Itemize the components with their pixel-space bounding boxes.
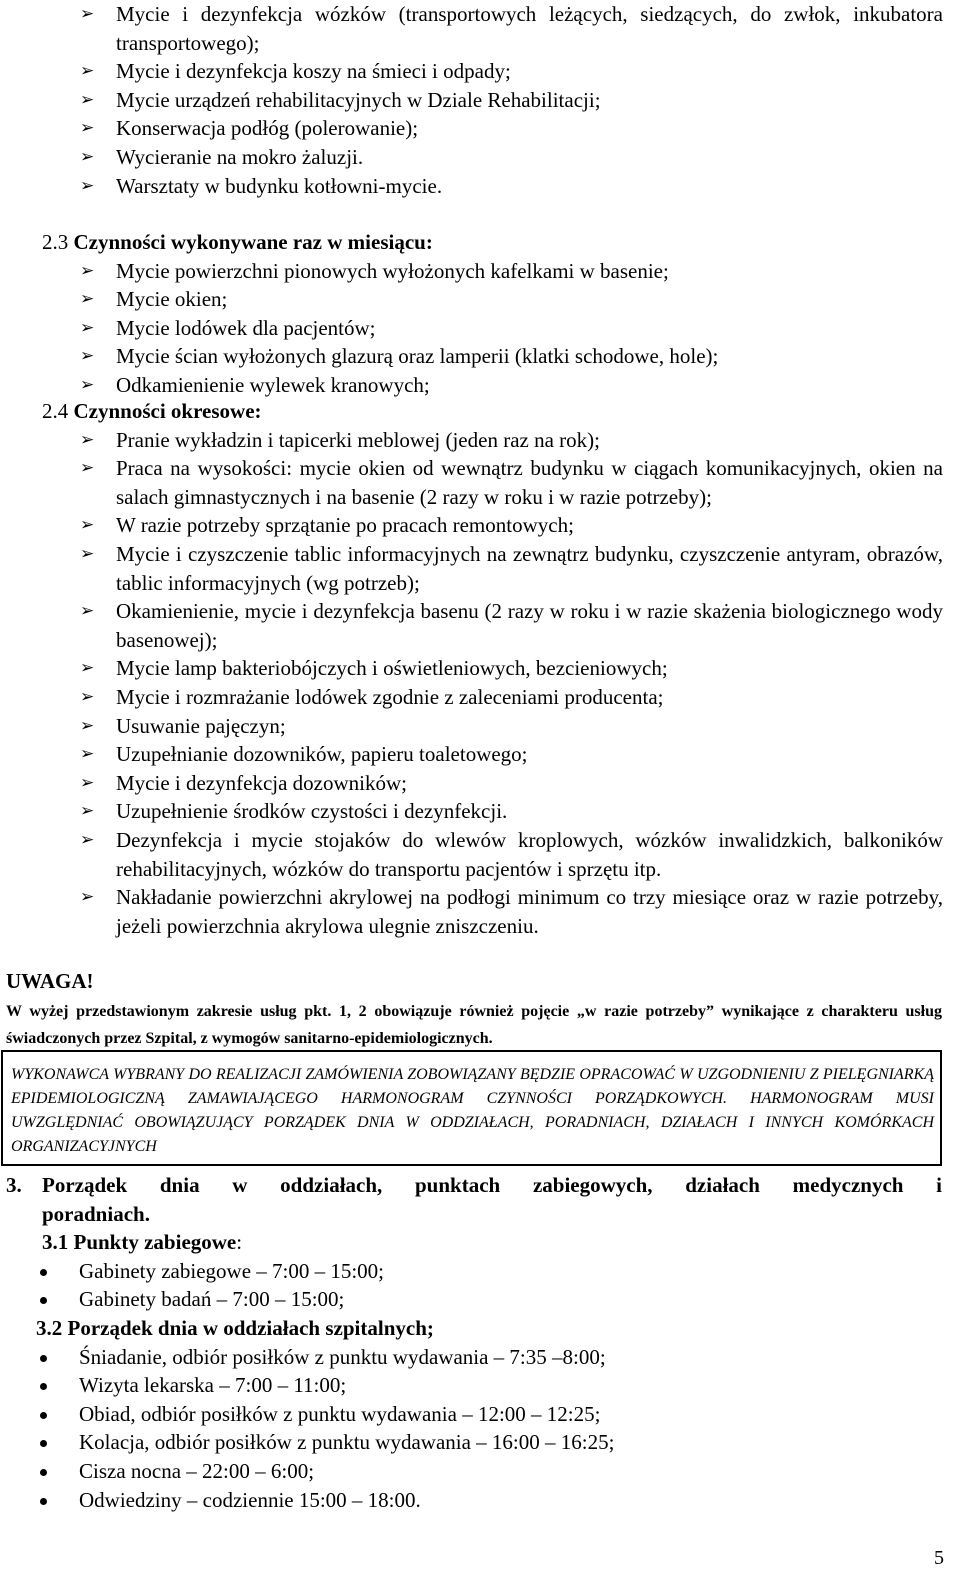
arrow-bullet-icon: ➢ <box>80 89 95 110</box>
list-item: ➢ Usuwanie pajęczyn; <box>0 712 960 741</box>
arrow-bullet-icon: ➢ <box>80 175 95 196</box>
list-item: ➢ Konserwacja podłóg (polerowanie); <box>0 114 960 143</box>
list-item: ➢ W razie potrzeby sprzątanie po pracach remontowych; <box>0 511 960 540</box>
section-heading: 3.1 Punkty zabiegowe: <box>42 1230 243 1254</box>
dot-bullet-icon <box>40 1269 47 1276</box>
arrow-bullet-icon: ➢ <box>80 543 95 564</box>
dot-bullet-icon <box>40 1297 47 1304</box>
task-list <box>0 426 960 941</box>
dot-bullet-icon <box>40 1412 47 1419</box>
list-item: ➢ Uzupełnianie dozowników, papieru toaletowego; <box>0 740 960 769</box>
arrow-bullet-icon: ➢ <box>80 686 95 707</box>
list-item: ➢ Wycieranie na mokro żaluzji. <box>0 143 960 172</box>
section-heading: 3.2 Porządek dnia w oddziałach szpitalnych; <box>36 1316 434 1340</box>
arrow-bullet-icon: ➢ <box>80 829 95 850</box>
arrow-bullet-icon: ➢ <box>80 715 95 736</box>
warning-label: UWAGA! <box>6 969 94 993</box>
section-monthly <box>0 228 960 400</box>
list-item: ➢ Uzupełnienie środków czystości i dezynfekcji. <box>0 797 960 826</box>
arrow-bullet-icon: ➢ <box>80 458 95 479</box>
arrow-bullet-icon: ➢ <box>80 61 95 82</box>
dot-bullet-icon <box>40 1469 47 1476</box>
arrow-bullet-icon: ➢ <box>80 4 95 24</box>
list-item: Gabinety badań – 7:00 – 15:00; <box>0 1285 960 1314</box>
arrow-bullet-icon: ➢ <box>80 317 95 338</box>
arrow-bullet-icon: ➢ <box>80 772 95 793</box>
contractor-notice-text: WYKONAWCA WYBRANY DO REALIZACJI ZAMÓWIENIA ZOBOWIĄZANY BĘDZIE OPRACOWAĆ W UZGODNIENIU Z PIELĘGNIARKĄ EPIDEMIOLOGICZNĄ ZAMAWIAJĄCEGO HARMONOGRAM CZYNNOŚCI PORZĄDKOWYCH. HARMONOGRAM MUSI UWZGLĘDNIAĆ OBOWIĄZUJĄCY PORZĄDEK DNIA W ODDZIAŁACH, PORADNIACH, DZIAŁACH I INNYCH KOMÓRKACH ORGANIZACYJNYCH <box>11 1066 934 1155</box>
section-ward-schedule <box>0 1314 960 1514</box>
arrow-bullet-icon: ➢ <box>80 515 95 536</box>
arrow-bullet-icon: ➢ <box>80 146 95 167</box>
arrow-bullet-icon: ➢ <box>80 801 95 822</box>
arrow-bullet-icon: ➢ <box>80 346 95 367</box>
list-item: ➢ Mycie lodówek dla pacjentów; <box>0 314 960 343</box>
arrow-bullet-icon: ➢ <box>80 260 95 281</box>
arrow-bullet-icon: ➢ <box>80 374 95 395</box>
list-item: Cisza nocna – 22:00 – 6:00; <box>0 1457 960 1486</box>
list-item: Gabinety zabiegowe – 7:00 – 15:00; <box>0 1257 960 1286</box>
section-treatment-points <box>0 1228 960 1314</box>
section-3-heading <box>6 1171 942 1228</box>
list-item: Odwiedziny – codziennie 15:00 – 18:00. <box>0 1486 960 1515</box>
list-item: ➢ Mycie okien; <box>0 285 960 314</box>
arrow-bullet-icon: ➢ <box>80 118 95 139</box>
list-item: ➢ Nakładanie powierzchni akrylowej na podłogi minimum co trzy miesiące oraz w razie potrzeby, jeżeli powierzchnia akrylowa ulegnie zniszczeniu. <box>80 885 943 938</box>
section-3-title-line: 3. Porządek dnia w oddziałach, punktach zabiegowych, działach medycznych i <box>6 1173 942 1197</box>
list-item: ➢ Mycie urządzeń rehabilitacyjnych w Dziale Rehabilitacji; <box>0 86 960 115</box>
list-item: Obiad, odbiór posiłków z punktu wydawania – 12:00 – 12:25; <box>0 1400 960 1429</box>
contractor-notice-box <box>1 1050 942 1166</box>
section-3-title-line: poradniach. <box>42 1201 150 1226</box>
dot-bullet-icon <box>40 1498 47 1505</box>
list-item: ➢ Praca na wysokości: mycie okien od wewnątrz budynku w ciągach komunikacyjnych, okien na salach gimnastycznych i na basenie (2 razy w roku i w razie potrzeby); <box>80 456 943 509</box>
arrow-bullet-icon: ➢ <box>80 429 95 450</box>
section-periodic <box>0 397 960 940</box>
list-item: ➢ Mycie i dezynfekcja koszy na śmieci i odpady; <box>0 57 960 86</box>
warning-note: W wyżej przedstawionym zakresie usług pkt. 1, 2 obowiązuje również pojęcie „w razie potrzeby” wynikające z charakteru usług świadczonych przez Szpital, z wymogów sanitarno-epidemiologicznych. <box>6 1003 942 1047</box>
arrow-bullet-icon: ➢ <box>80 289 95 310</box>
dot-bullet-icon <box>40 1355 47 1362</box>
section-heading: 2.4 Czynności okresowe: <box>42 399 262 423</box>
list-item: ➢ Dezynfekcja i mycie stojaków do wlewów kroplowych, wózków inwalidzkich, balkoników rehabilitacyjnych, wózków do transportu pacjentów i sprzętu itp. <box>80 827 943 881</box>
list-item: ➢ Pranie wykładzin i tapicerki meblowej (jeden raz na rok); <box>0 426 960 455</box>
arrow-bullet-icon: ➢ <box>80 887 95 908</box>
schedule-list <box>0 1343 960 1515</box>
list-item: Kolacja, odbiór posiłków z punktu wydawania – 16:00 – 16:25; <box>0 1428 960 1457</box>
task-list <box>0 257 960 400</box>
list-item: ➢ Mycie ścian wyłożonych glazurą oraz lamperii (klatki schodowe, hole); <box>0 342 960 371</box>
list-item: Śniadanie, odbiór posiłków z punktu wydawania – 7:35 –8:00; <box>0 1343 960 1372</box>
arrow-bullet-icon: ➢ <box>80 658 95 679</box>
list-item: ➢ Mycie lamp bakteriobójczych i oświetleniowych, bezcieniowych; <box>0 654 960 683</box>
list-item: ➢ Mycie powierzchni pionowych wyłożonych kafelkami w basenie; <box>0 257 960 286</box>
dot-bullet-icon <box>40 1440 47 1447</box>
arrow-bullet-icon: ➢ <box>80 601 95 622</box>
page-number: 5 <box>934 1547 944 1569</box>
list-item: Wizyta lekarska – 7:00 – 11:00; <box>0 1371 960 1400</box>
arrow-bullet-icon: ➢ <box>80 744 95 765</box>
list-item: ➢ Mycie i dezynfekcja wózków (transportowych leżących, siedzących, do zwłok, inkubatora transportowego); <box>80 2 943 55</box>
list-item: ➢ Mycie i rozmrażanie lodówek zgodnie z zaleceniami producenta; <box>0 683 960 712</box>
list-item: ➢ Okamienienie, mycie i dezynfekcja basenu (2 razy w roku i w razie skażenia biologicznego wody basenowej); <box>80 599 943 652</box>
list-item: ➢ Mycie i dezynfekcja dozowników; <box>0 769 960 798</box>
section-heading: 2.3 Czynności wykonywane raz w miesiącu: <box>42 230 433 254</box>
task-list-continued <box>0 0 960 200</box>
dot-bullet-icon <box>40 1383 47 1390</box>
schedule-list <box>0 1257 960 1314</box>
list-item: ➢ Odkamienienie wylewek kranowych; <box>0 371 960 400</box>
list-item: ➢ Mycie i czyszczenie tablic informacyjnych na zewnątrz budynku, czyszczenie antyram, obrazów, tablic informacyjnych (wg potrzeb); <box>80 541 943 595</box>
list-item: ➢ Warsztaty w budynku kotłowni-mycie. <box>0 172 960 201</box>
